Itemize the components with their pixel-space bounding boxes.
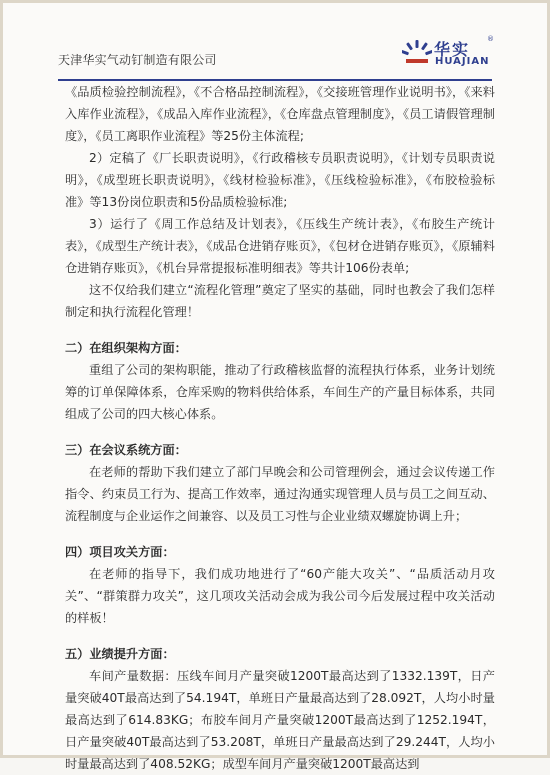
heading-organization: 二）在组织架构方面： — [65, 341, 187, 355]
logo-chinese-text: 华实 — [434, 40, 471, 59]
paragraph-performance: 车间产量数据：压线车间月产量突破1200T最高达到了1332.139T，日产量突破40T最高达到了54.194T，单班日产量最高达到了28.092T，人均小时量最高达到了614.83KG；布胶车间月产量突破1200T最高达到了1252.194T，日产量突破40T最高达到了53.208T，单班日产量最高达到了29.244T，人均小时量最高达到了408.52KG；成型车间月产量突破1200T最高达到 — [65, 669, 495, 771]
heading-projects: 四）项目攻关方面： — [65, 545, 175, 559]
company-logo — [402, 37, 492, 75]
paragraph-process-list: 《品质检验控制流程》，《不合格品控制流程》，《交接班管理作业说明书》，《来料入库作业流程》，《成品入库作业流程》，《仓库盘点管理制度》，《员工请假管理制度》，《员工离职作业流程》等25份主体流程; — [65, 85, 495, 143]
paragraph-organization: 重组了公司的架构职能，推动了行政稽核监督的流程执行体系，业务计划统筹的订单保障体系，仓库采购的物料供给体系，车间生产的产量目标体系，共同组成了公司的四大核心体系。 — [65, 363, 495, 421]
paragraph-projects: 在老师的指导下，我们成功地进行了“60产能大攻关”、“品质活动月攻关”、“群策群力攻关”，这几项攻关活动会成为我公司今后发展过程中攻关活动的样板！ — [65, 567, 495, 625]
heading-performance: 五）业绩提升方面： — [65, 647, 175, 661]
paragraph-meetings: 在老师的帮助下我们建立了部门早晚会和公司管理例会，通过会议传递工作指令、约束员工行为、提高工作效率，通过沟通实现管理人员与员工之间互动、流程制度与企业运作之间兼容、以及员工习性与企业业绩双螺旋协调上升； — [65, 465, 495, 523]
paragraph-forms: 3）运行了《周工作总结及计划表》，《压线生产统计表》，《布胶生产统计表》，《成型生产统计表》，《成品仓进销存账页》，《包材仓进销存账页》，《原辅料仓进销存账页》，《机台异常提报标准明细表》等共计106份表单; — [65, 217, 495, 275]
logo-english-text: HUAJIAN — [435, 56, 490, 67]
letterhead — [58, 31, 492, 81]
paragraph-job-descriptions: 2）定稿了《厂长职责说明》，《行政稽核专员职责说明》，《计划专员职责说明》，《成型班长职责说明》，《线材检验标准》，《压线检验标准》，《布胶检验标准》等13份岗位职责和5份品质检验标准; — [65, 151, 495, 209]
document-body — [65, 81, 495, 775]
logo-mark-icon — [402, 37, 432, 67]
heading-meetings: 三）在会议系统方面： — [65, 443, 187, 457]
company-name: 天津华实气动钉制造有限公司 — [58, 53, 217, 67]
registered-mark: ® — [487, 35, 494, 43]
paragraph-summary: 这不仅给我们建立“流程化管理”奠定了坚实的基础，同时也教会了我们怎样制定和执行流程化管理！ — [65, 283, 495, 319]
